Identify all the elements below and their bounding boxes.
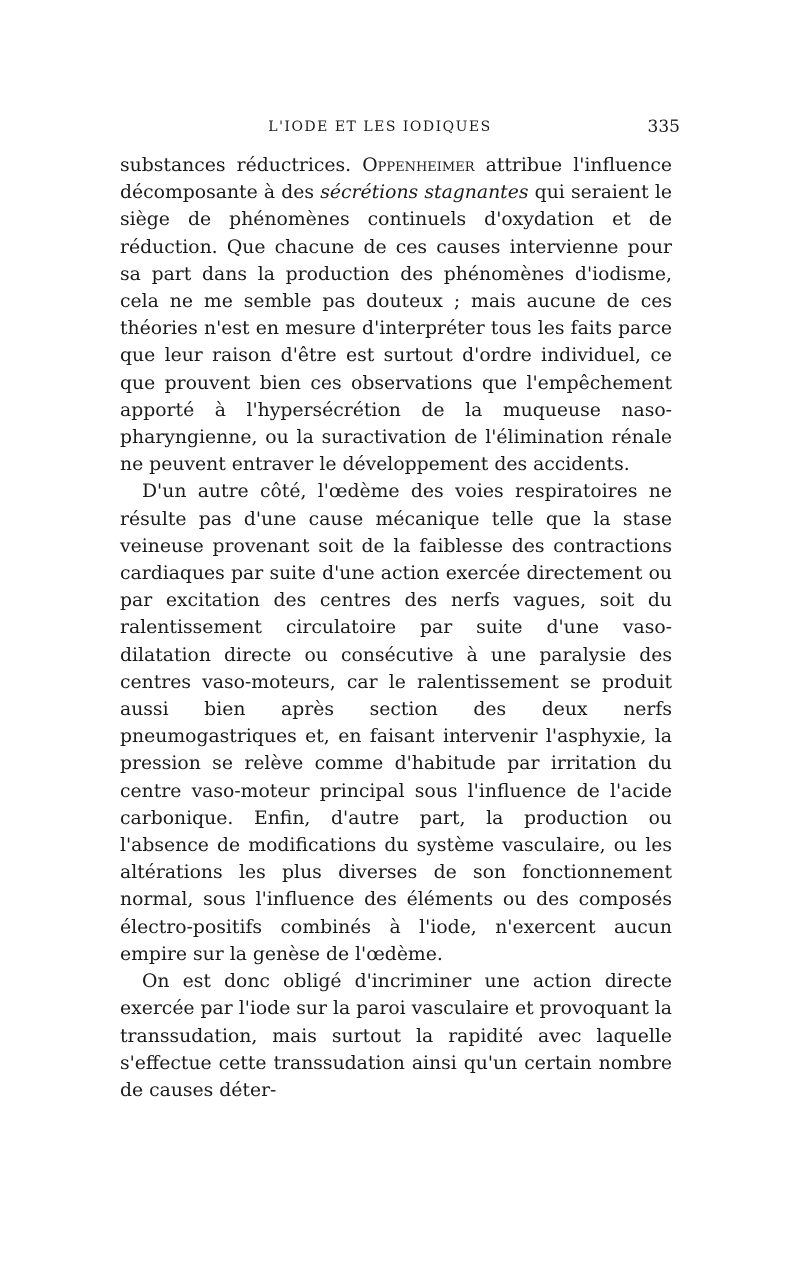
running-head xyxy=(120,116,680,138)
emphasized-term: sécrétions stagnantes xyxy=(320,182,529,204)
paragraph-1-middle: attribue l'influence décomposante à des xyxy=(120,155,672,204)
body-text xyxy=(120,152,672,1104)
paragraph-1 xyxy=(120,152,672,478)
page-number: 335 xyxy=(647,117,680,137)
paragraph-3: On est donc obligé d'incriminer une action directe exercée par l'iode sur la paroi vasculaire et provoquant la transsudation, mais surtout la rapidité avec laquelle s'effectue cette transsudation ainsi qu'un certain nombre de causes déter- xyxy=(120,971,672,1101)
running-title: L'IODE ET LES IODIQUES xyxy=(268,119,492,135)
paragraph-1-start: substances réductrices. xyxy=(120,155,363,176)
paragraph-2: D'un autre côté, l'œdème des voies respiratoires ne résulte pas d'une cause mécanique telle que la stase veineuse provenant soit de la faiblesse des contractions cardiaques par suite d'une action exercée directement ou par excitation des centres des nerfs vagues, soit du ralentissement circulatoire par suite d'une vaso-dilatation directe ou consécutive à une paralysie des centres vaso-moteurs, car le ralentissement se produit aussi bien après section des deux nerfs pneumogastriques et, en faisant intervenir l'asphyxie, la pression se relève comme d'habitude par irritation du centre vaso-moteur principal sous l'influence de l'acide carbonique. Enfin, d'autre part, la production ou l'absence de modifications du système vasculaire, ou les altérations les plus diverses de son fonctionnement normal, sous l'influence des éléments ou des composés électro-positifs combinés à l'iode, n'exercent aucun empire sur la genèse de l'œdème. xyxy=(120,481,672,965)
author-name: Oppenheimer xyxy=(362,155,475,176)
paragraph-1-end: qui seraient le siège de phénomènes continuels d'oxydation et de réduction. Que chacune de ces causes intervienne pour sa part dans la production des phénomènes d'iodisme, cela ne me semble pas douteux ; mais aucune de ces théories n'est en mesure d'interpréter tous les faits parce que leur raison d'être est surtout d'ordre individuel, ce que prouvent bien ces observations que l'empêchement apporté à l'hypersécrétion de la muqueuse naso-pharyngienne, ou la suractivation de l'élimination rénale ne peuvent entraver le développement des accidents. xyxy=(120,182,672,476)
